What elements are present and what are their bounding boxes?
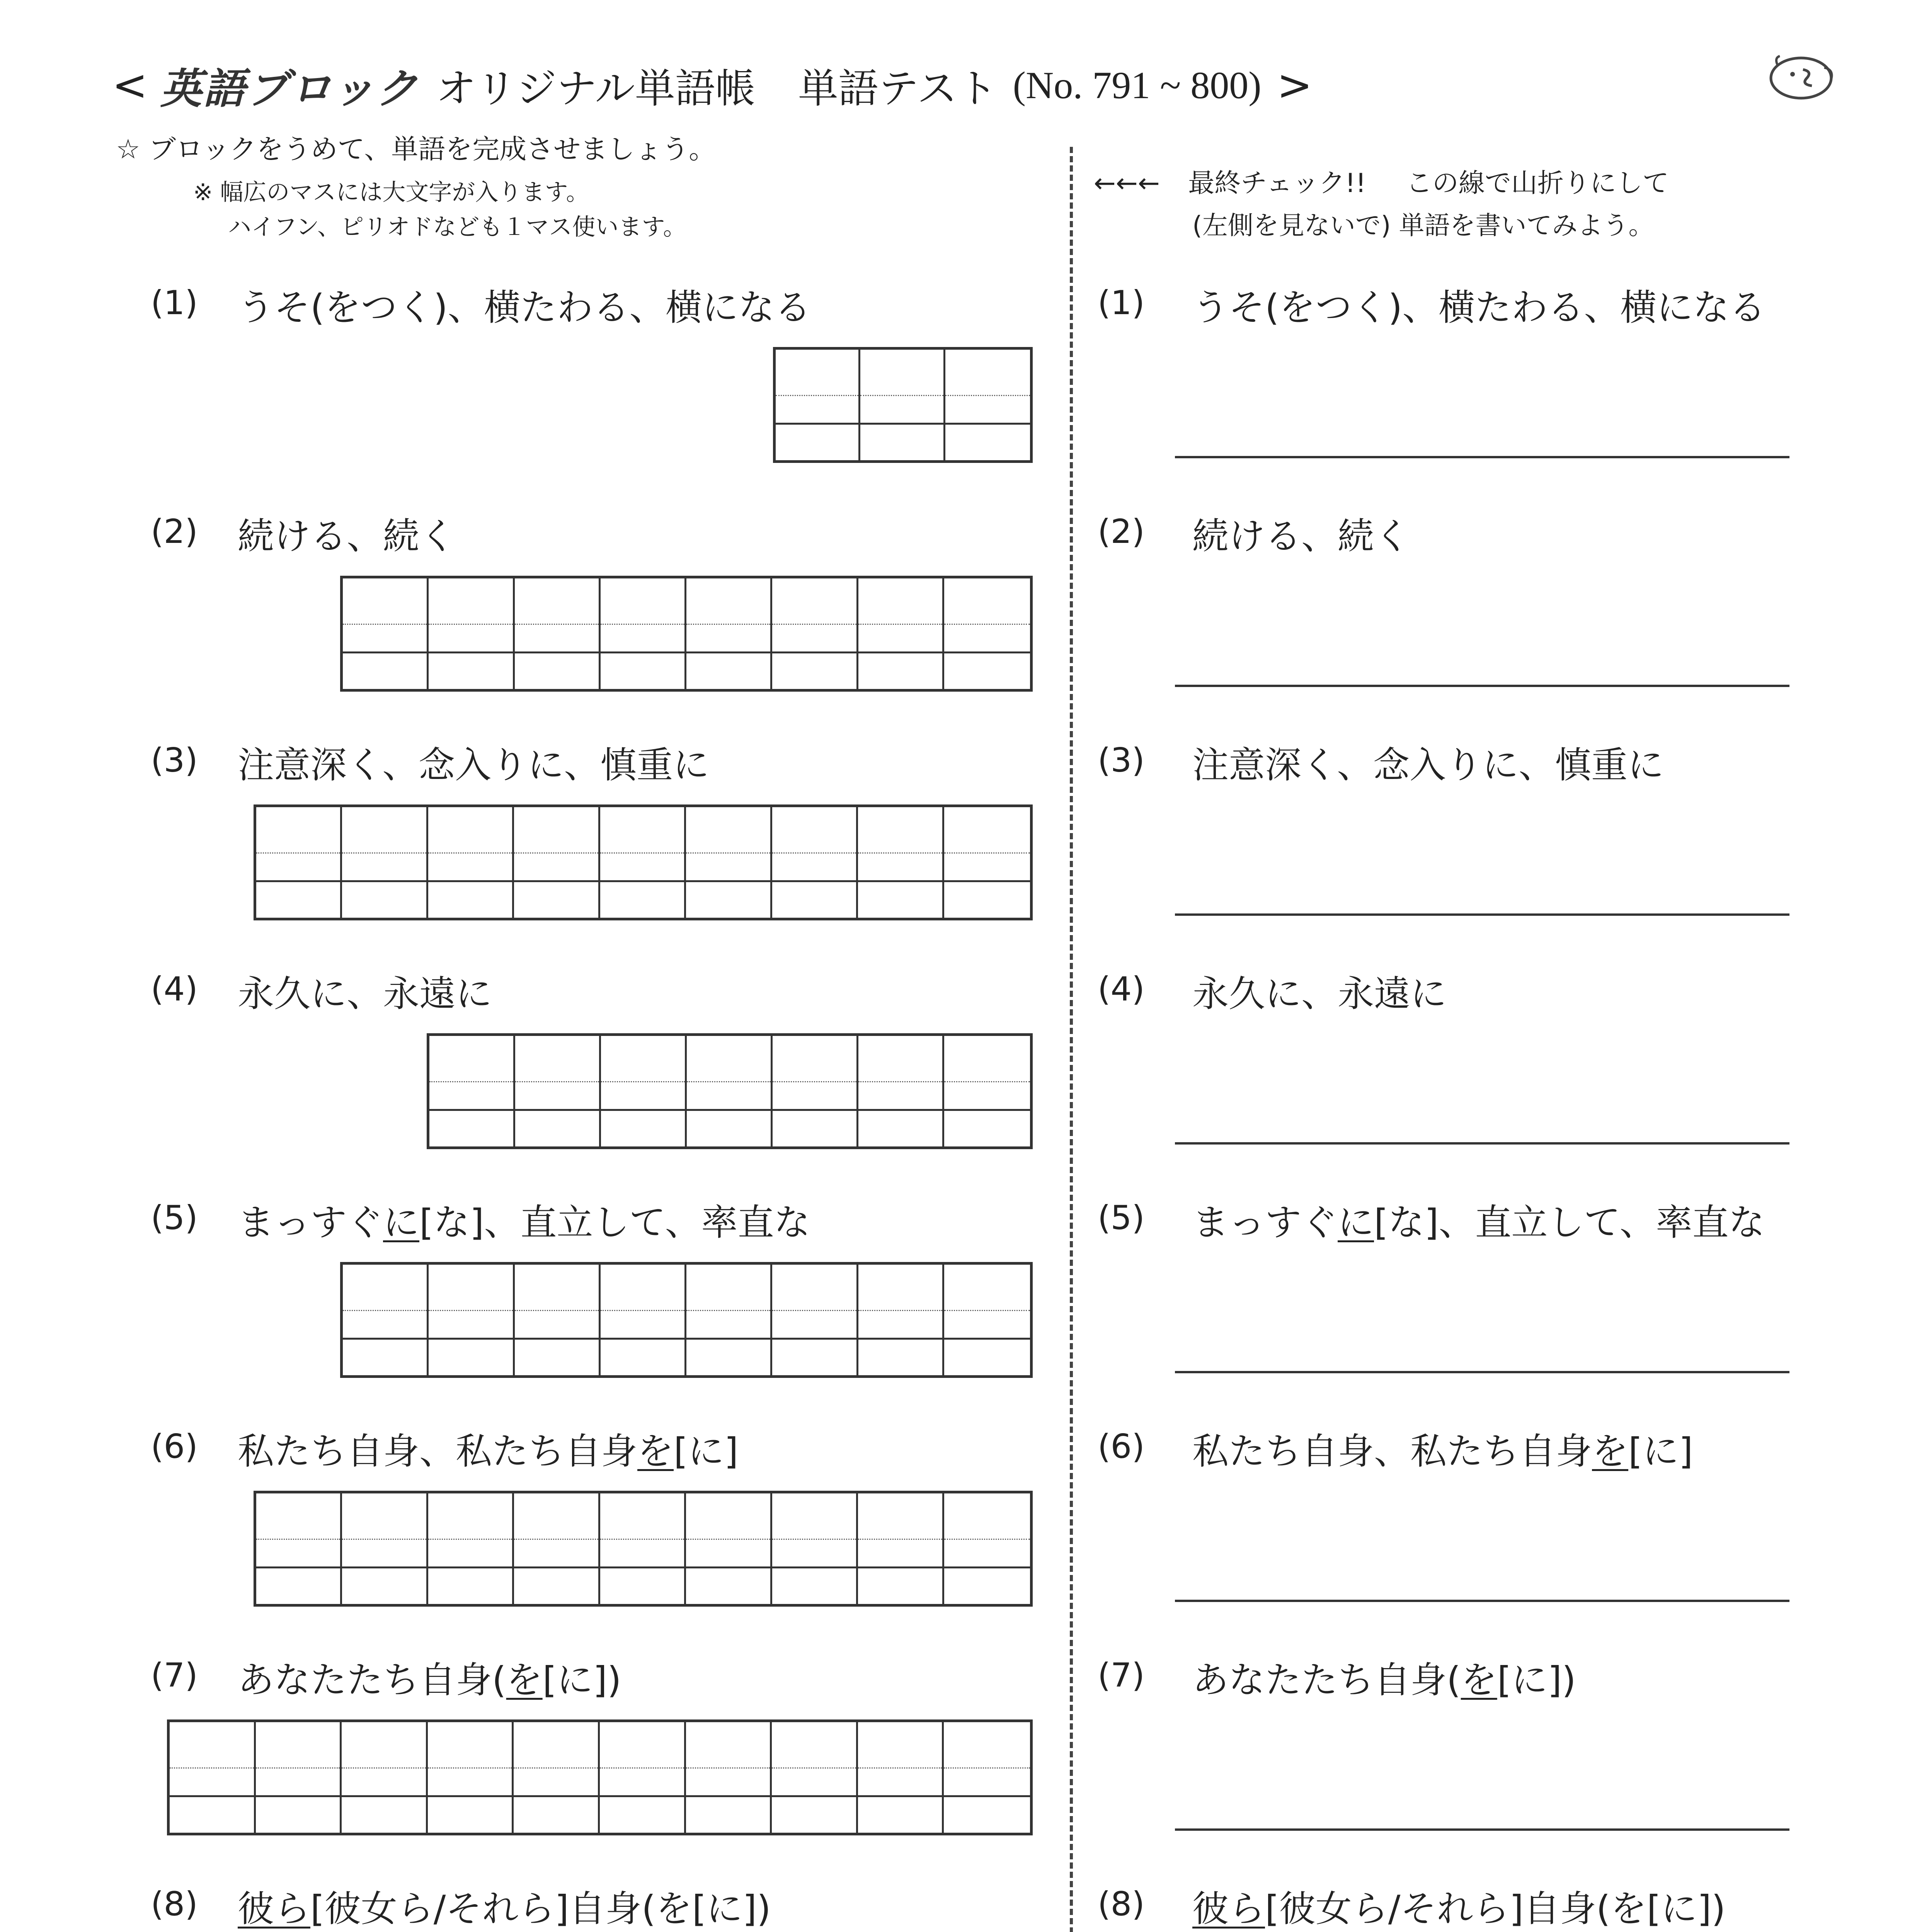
fold-line xyxy=(1070,147,1073,1932)
question-number: (1) xyxy=(1098,284,1145,322)
letter-block[interactable] xyxy=(343,1265,429,1375)
question-number: (6) xyxy=(1098,1427,1145,1466)
final-check-note: (左側を見ないで) 単語を書いてみよう。 xyxy=(1192,211,1654,240)
letter-block[interactable] xyxy=(342,1722,428,1833)
question-number: (2) xyxy=(1098,512,1145,551)
letter-block-grid xyxy=(167,1719,1033,1835)
prompt-text-suffix: [な]、直立して、率直な xyxy=(1374,1202,1765,1244)
question-number: (3) xyxy=(1098,741,1145,780)
prompt-text: 私たち自身、私たち自身 xyxy=(238,1430,638,1473)
letter-block-grid xyxy=(773,347,1033,463)
letter-block[interactable] xyxy=(601,578,686,689)
instruction-note-capitals: ※ 幅広のマスには大文字が入ります。 xyxy=(193,179,589,206)
prompt-text: あなたたち自身( xyxy=(1192,1659,1461,1701)
prompt-text: あなたたち自身( xyxy=(238,1659,506,1701)
header-title: オリジナル単語帳 xyxy=(436,65,756,112)
letter-block[interactable] xyxy=(858,1493,944,1604)
question-number: (8) xyxy=(151,1885,198,1923)
letter-block[interactable] xyxy=(515,1036,601,1146)
question-prompt xyxy=(238,736,709,788)
prompt-text-suffix: [に] xyxy=(1628,1430,1693,1473)
final-check-title: 最終チェック!! xyxy=(1188,168,1366,199)
header-subtitle: 単語テスト xyxy=(798,65,998,112)
prompt-text: まっすぐ xyxy=(238,1202,383,1244)
letter-block[interactable] xyxy=(858,578,944,689)
letter-block[interactable] xyxy=(428,807,514,918)
prompt-underlined-text: 彼ら xyxy=(1192,1888,1265,1930)
letter-block[interactable] xyxy=(429,1265,514,1375)
question-number: (3) xyxy=(151,741,198,780)
question-prompt xyxy=(238,964,492,1017)
letter-block[interactable] xyxy=(776,350,860,460)
question-prompt xyxy=(1192,736,1664,788)
letter-block[interactable] xyxy=(256,807,342,918)
letter-block[interactable] xyxy=(600,1493,686,1604)
question-prompt xyxy=(238,278,811,330)
prompt-text-suffix: [彼女ら/それら]自身(を[に]) xyxy=(1265,1888,1726,1930)
instruction-main: ☆ ブロックをうめて、単語を完成させましょう。 xyxy=(116,133,716,165)
question-number: (5) xyxy=(1098,1199,1145,1237)
question-number: (4) xyxy=(151,970,198,1009)
letter-block-grid xyxy=(340,1262,1033,1378)
letter-block[interactable] xyxy=(342,1493,428,1604)
answer-write-line[interactable] xyxy=(1175,913,1789,916)
letter-block[interactable] xyxy=(429,1036,515,1146)
answer-write-line[interactable] xyxy=(1175,1142,1789,1145)
question-prompt xyxy=(1192,964,1447,1017)
letter-block[interactable] xyxy=(944,1265,1030,1375)
letter-block[interactable] xyxy=(686,1265,772,1375)
prompt-underlined-text: に xyxy=(1338,1202,1374,1244)
letter-block[interactable] xyxy=(944,1722,1030,1833)
answer-write-line[interactable] xyxy=(1175,1371,1789,1373)
prompt-text: 注意深く、念入りに、慎重に xyxy=(238,744,710,786)
question-prompt xyxy=(1192,278,1765,330)
letter-block[interactable] xyxy=(944,578,1030,689)
letter-block-grid xyxy=(340,576,1033,692)
letter-block[interactable] xyxy=(170,1722,256,1833)
letter-block[interactable] xyxy=(256,1493,342,1604)
question-prompt xyxy=(1192,1193,1765,1245)
letter-block[interactable] xyxy=(772,1493,858,1604)
letter-block[interactable] xyxy=(256,1722,342,1833)
prompt-text: 続ける、続く xyxy=(1192,515,1411,558)
prompt-underlined-text: を xyxy=(1461,1659,1497,1701)
page-header xyxy=(112,54,1313,116)
letter-block[interactable] xyxy=(686,578,772,689)
question-number: (1) xyxy=(151,284,198,322)
prompt-text: うそ(をつく)、横たわる、横になる xyxy=(238,287,811,329)
question-prompt xyxy=(238,1651,621,1703)
letter-block[interactable] xyxy=(773,1036,858,1146)
prompt-text: まっすぐ xyxy=(1192,1202,1338,1244)
question-number: (2) xyxy=(151,512,198,551)
question-number: (7) xyxy=(151,1656,198,1695)
letter-block[interactable] xyxy=(514,807,600,918)
letter-block[interactable] xyxy=(514,1493,600,1604)
question-prompt xyxy=(238,507,456,559)
prompt-underlined-text: を xyxy=(1592,1430,1629,1473)
answer-write-line[interactable] xyxy=(1175,1828,1789,1831)
question-number: (7) xyxy=(1098,1656,1145,1695)
letter-block[interactable] xyxy=(772,1722,858,1833)
letter-block[interactable] xyxy=(772,578,858,689)
fold-instruction: この線で山折りにして xyxy=(1406,168,1669,199)
question-prompt xyxy=(1192,1422,1693,1474)
answer-write-line[interactable] xyxy=(1175,685,1789,687)
final-check-header xyxy=(1094,162,1669,200)
letter-block-grid xyxy=(254,804,1033,920)
header-bracket-right: > xyxy=(1277,60,1313,110)
letter-block[interactable] xyxy=(858,1036,944,1146)
answer-write-line[interactable] xyxy=(1175,1600,1789,1602)
prompt-text: 注意深く、念入りに、慎重に xyxy=(1192,744,1664,786)
question-prompt xyxy=(1192,1879,1726,1932)
letter-block[interactable] xyxy=(601,1265,686,1375)
letter-block-grid xyxy=(427,1033,1033,1149)
prompt-text: 私たち自身、私たち自身 xyxy=(1192,1430,1592,1473)
letter-block[interactable] xyxy=(858,1722,944,1833)
prompt-text-suffix: [に]) xyxy=(1497,1659,1576,1701)
question-prompt xyxy=(238,1193,810,1245)
header-number-range: (No. 791 ~ 800) xyxy=(1013,63,1262,107)
question-number: (4) xyxy=(1098,970,1145,1009)
prompt-text: 永久に、永遠に xyxy=(238,973,492,1015)
prompt-underlined-text: 彼ら xyxy=(238,1888,311,1930)
prompt-text: 永久に、永遠に xyxy=(1192,973,1447,1015)
letter-block[interactable] xyxy=(515,578,601,689)
letter-block[interactable] xyxy=(515,1265,601,1375)
letter-block[interactable] xyxy=(686,1493,772,1604)
letter-block[interactable] xyxy=(772,807,858,918)
prompt-text-suffix: [な]、直立して、率直な xyxy=(419,1202,810,1244)
answer-write-line[interactable] xyxy=(1175,456,1789,458)
letter-block[interactable] xyxy=(944,807,1030,918)
letter-block[interactable] xyxy=(944,1493,1030,1604)
letter-block[interactable] xyxy=(687,1036,773,1146)
prompt-underlined-text: を xyxy=(637,1430,674,1473)
prompt-underlined-text: を xyxy=(506,1659,543,1701)
header-bracket-left: < xyxy=(112,60,148,110)
question-number: (5) xyxy=(151,1199,198,1237)
left-arrows-icon: ←←← xyxy=(1094,168,1160,199)
letter-block[interactable] xyxy=(860,350,945,460)
letter-block[interactable] xyxy=(944,1036,1030,1146)
letter-block[interactable] xyxy=(514,1722,600,1833)
letter-block[interactable] xyxy=(772,1265,858,1375)
letter-block[interactable] xyxy=(600,807,686,918)
letter-block[interactable] xyxy=(858,1265,944,1375)
question-number: (6) xyxy=(151,1427,198,1466)
prompt-text: うそ(をつく)、横たわる、横になる xyxy=(1192,287,1766,329)
letter-block[interactable] xyxy=(858,807,944,918)
letter-block[interactable] xyxy=(343,578,429,689)
letter-block[interactable] xyxy=(428,1722,514,1833)
prompt-text-suffix: [に] xyxy=(674,1430,739,1473)
letter-block[interactable] xyxy=(945,350,1030,460)
prompt-underlined-text: に xyxy=(383,1202,420,1244)
prompt-text-suffix: [彼女ら/それら]自身(を[に]) xyxy=(310,1888,771,1930)
letter-block[interactable] xyxy=(429,578,514,689)
prompt-text: 続ける、続く xyxy=(238,515,456,558)
question-prompt xyxy=(1192,1651,1576,1703)
letter-block[interactable] xyxy=(686,807,772,918)
brand-logo: 英語ブロック xyxy=(160,64,419,113)
letter-block[interactable] xyxy=(342,807,428,918)
question-prompt xyxy=(238,1422,738,1474)
letter-block-grid xyxy=(254,1491,1033,1607)
question-prompt xyxy=(1192,507,1410,559)
question-prompt xyxy=(238,1879,771,1932)
smiling-face-icon xyxy=(1762,50,1840,104)
letter-block[interactable] xyxy=(600,1722,686,1833)
question-number: (8) xyxy=(1098,1885,1145,1923)
letter-block[interactable] xyxy=(686,1722,772,1833)
letter-block[interactable] xyxy=(428,1493,514,1604)
prompt-text-suffix: [に]) xyxy=(542,1659,621,1701)
instruction-note-hyphen: ハイフン、ピリオドなども１マス使います。 xyxy=(228,214,686,241)
letter-block[interactable] xyxy=(601,1036,687,1146)
